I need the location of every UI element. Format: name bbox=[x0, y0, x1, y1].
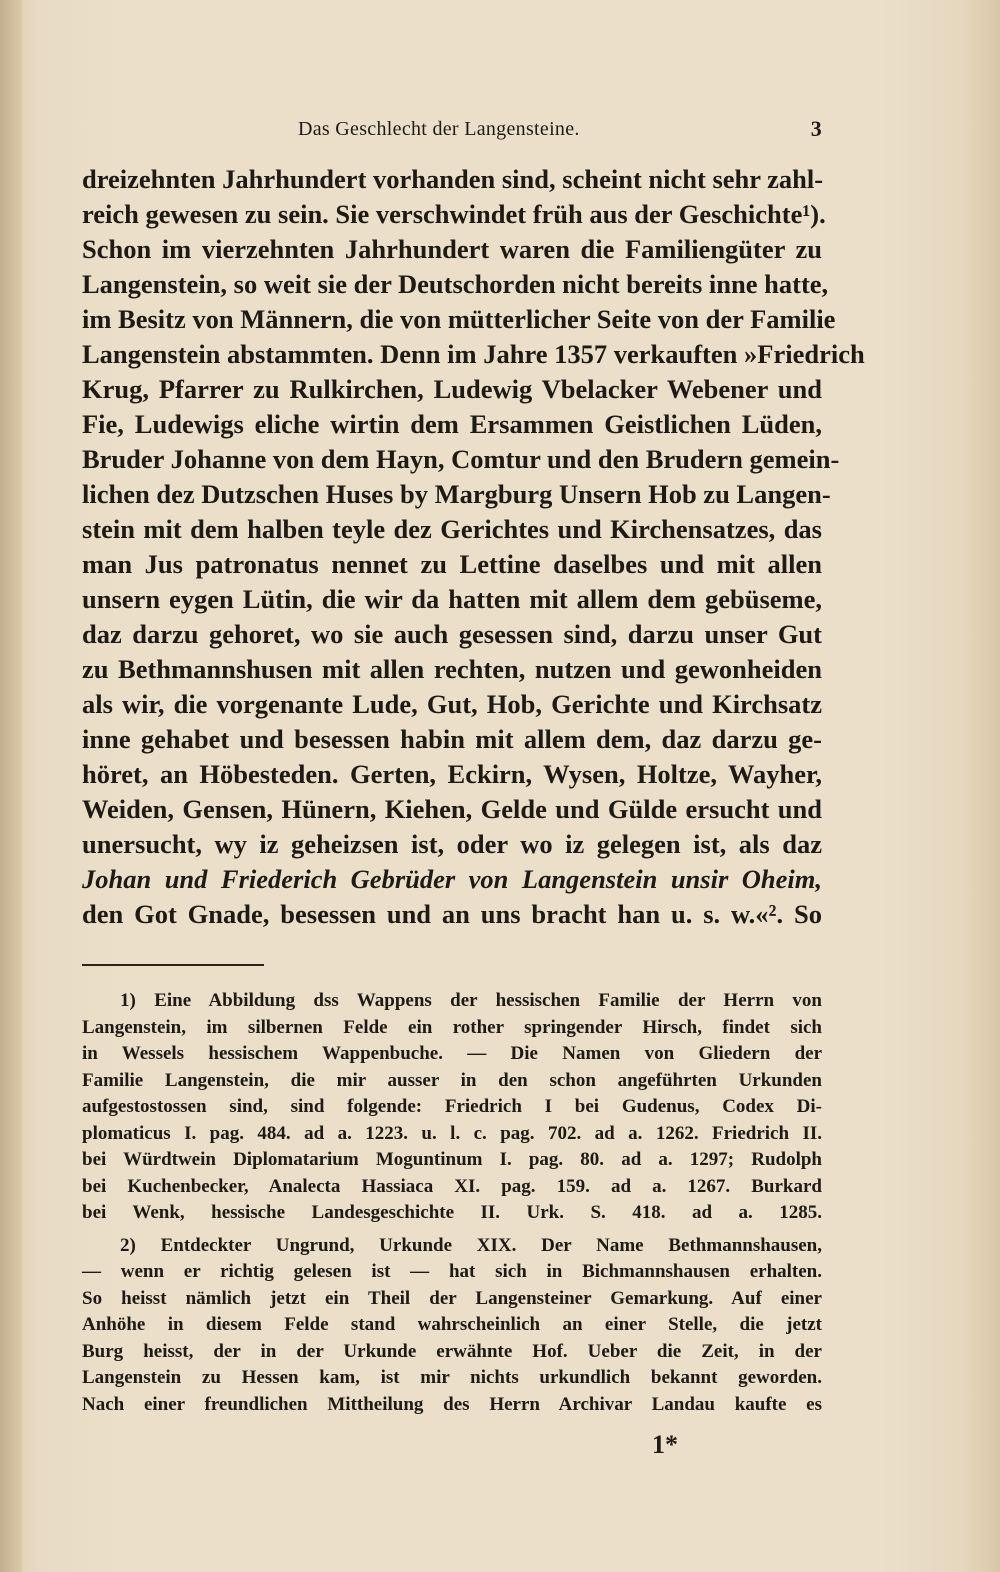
body-line: im Besitz von Männern, die von mütterlicher Seite von der Familie bbox=[82, 304, 836, 334]
body-line: Johan und Friederich Gebrüder von Langenstein unsir Oheim, bbox=[82, 864, 822, 894]
body-line: den Got Gnade, besessen und an uns bracht han u. s. w.«². So bbox=[82, 899, 822, 929]
body-line: Bruder Johanne von dem Hayn, Comtur und den Brudern gemein- bbox=[82, 444, 840, 474]
body-line: Krug, Pfarrer zu Rulkirchen, Ludewig Vbelacker Webener und bbox=[82, 374, 822, 404]
body-line: Langenstein abstammten. Denn im Jahre 1357 verkauften »Friedrich bbox=[82, 339, 865, 369]
body-line: man Jus patronatus nennet zu Lettine daselbes und mit allen bbox=[82, 549, 822, 579]
body-line: dreizehnten Jahrhundert vorhanden sind, scheint nicht sehr zahl- bbox=[82, 164, 824, 194]
running-header bbox=[82, 118, 822, 148]
body-line: als wir, die vorgenante Lude, Gut, Hob, Gerichte und Kirchsatz bbox=[82, 689, 822, 719]
page-gutter-shadow bbox=[0, 0, 22, 1572]
footnote-1-line: bei Würdtwein Diplomatarium Moguntinum I. pag. 80. ad a. 1297; Rudolph bbox=[82, 1149, 822, 1170]
body-line: Schon im vierzehnten Jahrhundert waren die Familiengüter zu bbox=[82, 234, 822, 264]
body-line: stein mit dem halben teyle dez Gerichtes und Kirchensatzes, das bbox=[82, 514, 822, 544]
body-line: reich gewesen zu sein. Sie verschwindet früh aus der Geschichte¹). bbox=[82, 199, 826, 229]
footnote-1-line: bei Kuchenbecker, Analecta Hassiaca XI. pag. 159. ad a. 1267. Burkard bbox=[82, 1175, 822, 1197]
footnote-separator bbox=[82, 964, 264, 966]
footnote-2-line: 2) Entdeckter Ungrund, Urkunde XIX. Der Name Bethmannshausen, bbox=[120, 1234, 822, 1256]
footnote-2-line: Burg heisst, der in der Urkunde erwähnte Hof. Ueber die Zeit, in der bbox=[82, 1340, 822, 1362]
page-number: 3 bbox=[810, 116, 822, 141]
footnote-2-line: Nach einer freundlichen Mittheilung des Herrn Archivar Landau kaufte es bbox=[82, 1393, 822, 1415]
body-line: zu Bethmannshusen mit allen rechten, nutzen und gewonheiden bbox=[82, 654, 822, 684]
footnote-1-line: Familie Langenstein, die mir ausser in den schon angeführten Urkunden bbox=[82, 1069, 822, 1091]
footnote-1-line: 1) Eine Abbildung dss Wappens der hessischen Familie der Herrn von bbox=[120, 990, 822, 1011]
main-text bbox=[82, 162, 865, 932]
body-line: unersucht, wy iz geheizsen ist, oder wo iz gelegen ist, als daz bbox=[82, 829, 822, 859]
footnote-1-line: bei Wenk, hessische Landesgeschichte II. Urk. S. 418. ad a. 1285. bbox=[82, 1202, 822, 1223]
body-line: höret, an Höbesteden. Gerten, Eckirn, Wysen, Holtze, Wayher, bbox=[82, 759, 822, 789]
footnote-2-line: So heisst nämlich jetzt ein Theil der Langensteiner Gemarkung. Auf einer bbox=[82, 1287, 822, 1309]
footnote-1-line: plomaticus I. pag. 484. ad a. 1223. u. l. c. pag. 702. ad a. 1262. Friedrich II. bbox=[82, 1122, 822, 1144]
signature-mark: 1* bbox=[652, 1430, 678, 1459]
footnote-1-line: aufgestostossen sind, sind folgende: Friedrich I bei Gudenus, Codex Di- bbox=[82, 1096, 822, 1117]
body-line: Langenstein, so weit sie der Deutschorden nicht bereits inne hatte, bbox=[82, 269, 829, 299]
body-line: lichen dez Dutzschen Huses by Margburg Unsern Hob zu Langen- bbox=[82, 479, 831, 509]
body-line: Fie, Ludewigs eliche wirtin dem Ersammen Geistlichen Lüden, bbox=[82, 409, 822, 439]
footnote-2-line: Anhöhe in diesem Felde stand wahrscheinlich an einer Stelle, die jetzt bbox=[82, 1314, 822, 1335]
body-line: daz darzu gehoret, wo sie auch gesessen sind, darzu unser Gut bbox=[82, 619, 822, 649]
body-line: inne gehabet und besessen habin mit allem dem, daz darzu ge- bbox=[82, 724, 822, 754]
footnotes bbox=[82, 988, 822, 1418]
footnote-1-line: Langenstein, im silbernen Felde ein rother springender Hirsch, findet sich bbox=[82, 1016, 822, 1038]
running-title: Das Geschlecht der Langensteine. bbox=[298, 118, 580, 140]
footnote-2-line: — wenn er richtig gelesen ist — hat sich in Bichmannshausen erhalten. bbox=[82, 1261, 822, 1282]
body-line: Weiden, Gensen, Hünern, Kiehen, Gelde und Gülde ersucht und bbox=[82, 794, 822, 824]
footnote-1-line: in Wessels hessischem Wappenbuche. — Die Namen von Gliedern der bbox=[82, 1043, 822, 1064]
body-line: unsern eygen Lütin, die wir da hatten mit allem dem gebüseme, bbox=[82, 584, 822, 614]
footnote-2-line: Langenstein zu Hessen kam, ist mir nichts urkundlich bekannt geworden. bbox=[82, 1367, 822, 1388]
